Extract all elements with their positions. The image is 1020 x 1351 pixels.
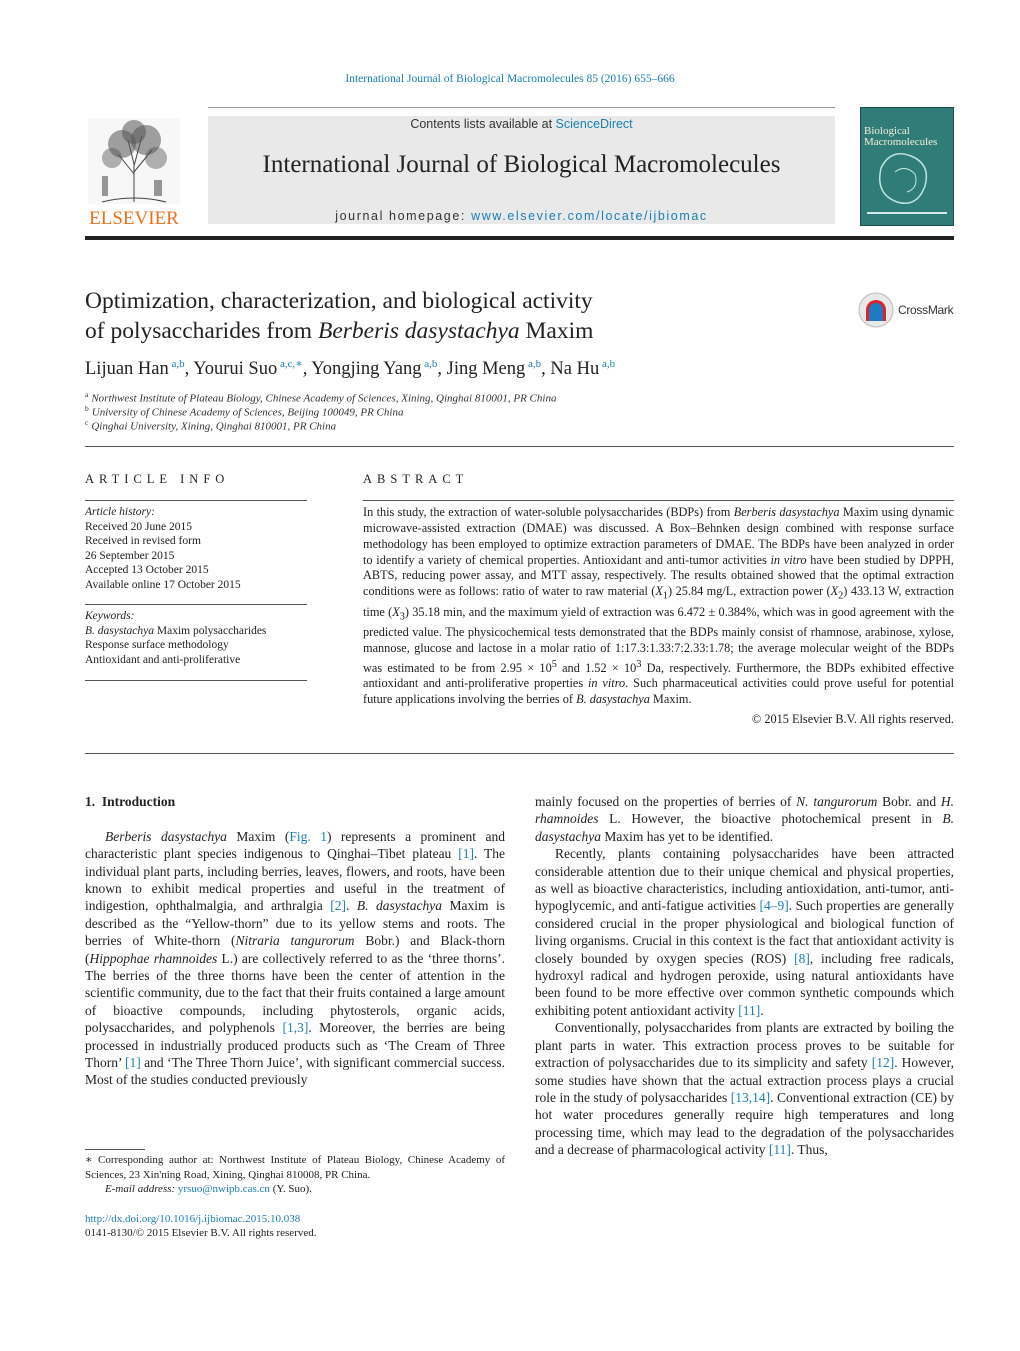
affiliation-c: $^c$ Qinghai University, Xining, Qinghai 810001, PR China (85, 418, 337, 433)
body-right-column (535, 793, 954, 1159)
body-paragraph: mainly focused on the properties of berries of N. tangurorum Bobr. and H. rhamnoides L. However, the bioactive photochemical present in B. dasystachya Maxim has yet to be identified. (535, 794, 955, 844)
article-title (85, 286, 725, 346)
footnote-rule (85, 1149, 145, 1150)
body-paragraph: Berberis dasystachya Maxim (Fig. 1) represents a prominent and characteristic plant species indigenous to Qinghai–Tibet plateau [1]. The individual plant parts, including berries, leaves, flowers, and roots, have been known to exhibit medical properties and useful in the treatment of indigestion, ophthalmalgia, and arthralgia [2]. B. dasystachya Maxim is described as the “Yellow-thorn” due to its yellow stems and roots. The berries of White-thorn (Nitraria tangurorum Bobr.) and Black-thorn (Hippophae rhamnoides L.) are collectively referred to as the ‘three thorns’. The berries of the three thorns have been the center of attention in the scientific community, due to the fact that their fruits contained a large amount of bioactive compounds, including phytosterols, organic acids, polysaccharides, and polyphenols [1,3]. Moreover, the berries are being processed in industrially produced products such as ‘The Cream of Three Thorn’ [1] and ‘The Three Thorn Juice’, with significant commercial success. Most of the studies conducted previously (85, 828, 505, 1088)
corresponding-author-footnote: ∗ Corresponding author at: Northwest Institute of Plateau Biology, Chinese Academy of Sciences, 23 Xin'ning Road, Xining, Qinghai 810008, PR China. (85, 1154, 505, 1181)
reference-link[interactable]: [11] (738, 1002, 761, 1018)
elsevier-logo (82, 114, 186, 228)
cover-title: Biological Macromolecules (864, 125, 938, 148)
article-info-heading: ARTICLE INFO (85, 472, 230, 486)
journal-title: International Journal of Biological Macromolecules (262, 151, 781, 178)
journal-citation[interactable]: International Journal of Biological Macromolecules 85 (2016) 655–666 (345, 73, 675, 85)
title-line-1: Optimization, characterization, and biological activity (85, 288, 593, 314)
body-left-column (85, 793, 505, 1089)
section-heading-introduction: 1. Introduction (85, 794, 176, 809)
reference-link[interactable]: [8] (794, 950, 810, 966)
issn-copyright: 0141-8130/© 2015 Elsevier B.V. All rights reserved. (85, 1227, 317, 1239)
email-footnote: E-mail address: yrsuo@nwipb.cas.cn (Y. Suo). (105, 1183, 312, 1195)
crossmark-label[interactable]: CrossMark (898, 303, 954, 317)
figure-link[interactable]: Fig. 1 (289, 828, 327, 844)
author-name[interactable]: Yourui Suo (193, 359, 278, 380)
reference-link[interactable]: [11] (768, 1142, 791, 1158)
contents-line (208, 117, 835, 131)
reference-link[interactable]: [13,14] (730, 1089, 771, 1105)
author-affiliation-marker[interactable]: a,b (171, 358, 185, 370)
contents-prefix: Contents lists available at (410, 117, 556, 131)
header-divider (208, 107, 835, 108)
reference-link[interactable]: [12] (871, 1055, 895, 1071)
author-affiliation-marker[interactable]: a,b (528, 358, 542, 370)
author-affiliation-marker[interactable]: a,b (601, 358, 616, 370)
homepage-prefix: journal homepage: (335, 209, 472, 223)
abstract-copyright: © 2015 Elsevier B.V. All rights reserved. (751, 712, 954, 726)
author-name[interactable]: Yongjing Yang (311, 359, 422, 380)
body-paragraph: Conventionally, polysaccharides from plants are extracted by boiling the plant parts in water. This extraction process proves to be suitable for extraction of polysaccharides due to its simplicity and safety [12]. However, some studies have shown that the actual extraction process plays a crucial role in the study of polysaccharides [13,14]. Conventional extraction (CE) by hot water procedures generally require high temperatures and long processing time, which may lead to the degradation of the polysaccharides and a decrease of pharmacological activity [11]. Thus, (535, 1020, 954, 1158)
elsevier-wordmark: ELSEVIER (89, 208, 179, 228)
email-link[interactable]: yrsuo@nwipb.cas.cn (177, 1183, 270, 1195)
body-paragraph: Recently, plants containing polysaccharides have been attracted considerable attention due to their unique chemical and physical properties, as well as bioactive characteristics, including antioxidation, anti-tumor, anti-hypoglycemic, and anti-fatigue activities [4–9]. Such properties are generally considered crucial in the proper physiological and biological function of living organisms. Crucial in this context is the fact that antioxidant activity is closely bounded by oxygen species (ROS) [8], including free radicals, hydroxyl radical and hydrogen peroxide, using natural antioxidants have been found to be more effective over common synthetic compounds which exhibiting potent antioxidant activity [11]. (535, 846, 954, 1018)
author-list: Lijuan Han $^{a,b}$, Yourui Suo $^{a,c,∗}$, Yongjing Yang $^{a,b}$, Jing Meng $^{a,b}$, Na Hu $^{a,b}$ (85, 358, 616, 380)
keyword-item: Response surface methodology (85, 639, 229, 651)
doi-link[interactable]: http://dx.doi.org/10.1016/j.ijbiomac.2015.10.038 (85, 1213, 301, 1225)
affiliation-b: $^b$ University of Chinese Academy of Sciences, Beijing 100049, PR China (85, 404, 404, 419)
title-line-2: of polysaccharides from Berberis dasystachya Maxim (85, 318, 594, 344)
author-name[interactable]: Lijuan Han (85, 359, 169, 380)
author-name[interactable]: Jing Meng (446, 359, 526, 380)
article-history: Article history: Received 20 June 2015 Received in revised form 26 September 2015 Accepted 13 October 2015 Available online 17 October 2015 (85, 506, 241, 591)
reference-link[interactable]: [1] (124, 1055, 141, 1071)
reference-link[interactable]: [1] (458, 846, 474, 862)
keywords-end-rule (85, 680, 307, 681)
keyword-item: Antioxidant and anti-proliferative (85, 653, 241, 666)
article-info-rule (85, 500, 307, 501)
affiliation-a: $^a$ Northwest Institute of Plateau Biology, Chinese Academy of Sciences, Xining, Qinghai 810001, PR China (85, 390, 557, 405)
author-affiliation-marker[interactable]: a,b (424, 358, 438, 370)
reference-link[interactable]: [4–9] (759, 898, 789, 914)
header-thick-rule (85, 236, 954, 240)
keywords-list: Keywords: B. dasystachya Maxim polysaccharides Response surface methodology Antioxidant and anti-proliferative (85, 610, 267, 666)
keywords-rule (85, 604, 307, 605)
reference-link[interactable]: [2] (330, 898, 346, 914)
abstract-body: In this study, the extraction of water-soluble polysaccharides (BDPs) from Berberis dasystachya Maxim using dynamic microwave-assisted extraction (DMAE) was discussed. A Box–Behnken design combined with response surface methodology has been employed to optimize extraction parameters of DMAE. The BDPs have been analyzed in order to identify a variety of chemical properties. Antioxidant and anti-tumor activities in vitro have been studied by DPPH, ABTS, reducing power assay, and MTT assay, respectively. The results obtained showed that the optimal extraction conditions were as follows: ratio of water to raw material $(X_1)$ 25.84 mg/L, extraction power $(X_2)$ 433.13 W, extraction time $(X_3)$ 35.18 min, and the maximum yield of extraction was 6.472 ± 0.384%, which was in good agreement with the predicted value. The physicochemical tests demonstrated that the BDPs mainly consist of rhamnose, arabinose, xylose, mannose, glucose and lactose in a molar ratio of 1:17.3:1.33:7:2.33:1.78; the average molecular weight of the BDPs was estimated to be from $2.95 \times 10^5$ and $1.52 \times 10^3$ Da, respectively. Furthermore, the BDPs exhibited effective antioxidant and anti-proliferative properties in vitro. Such pharmaceutical activities could prove useful for potential future applications involving the berries of B. dasystachya Maxim. (363, 505, 955, 707)
author-affiliation-marker[interactable]: a,c,∗ (279, 358, 303, 370)
homepage-link[interactable]: www.elsevier.com/locate/ijbiomac (471, 209, 708, 223)
author-name[interactable]: Na Hu (550, 359, 600, 380)
affiliations-divider (85, 446, 954, 447)
abstract-heading: ABSTRACT (363, 472, 469, 486)
abstract-end-rule (85, 753, 954, 754)
keyword-item: B. dasystachya Maxim polysaccharides (85, 624, 267, 637)
reference-link[interactable]: [1,3] (282, 1020, 309, 1036)
abstract-rule (363, 500, 954, 501)
journal-homepage-line (208, 209, 835, 223)
sciencedirect-link[interactable]: ScienceDirect (555, 117, 633, 131)
